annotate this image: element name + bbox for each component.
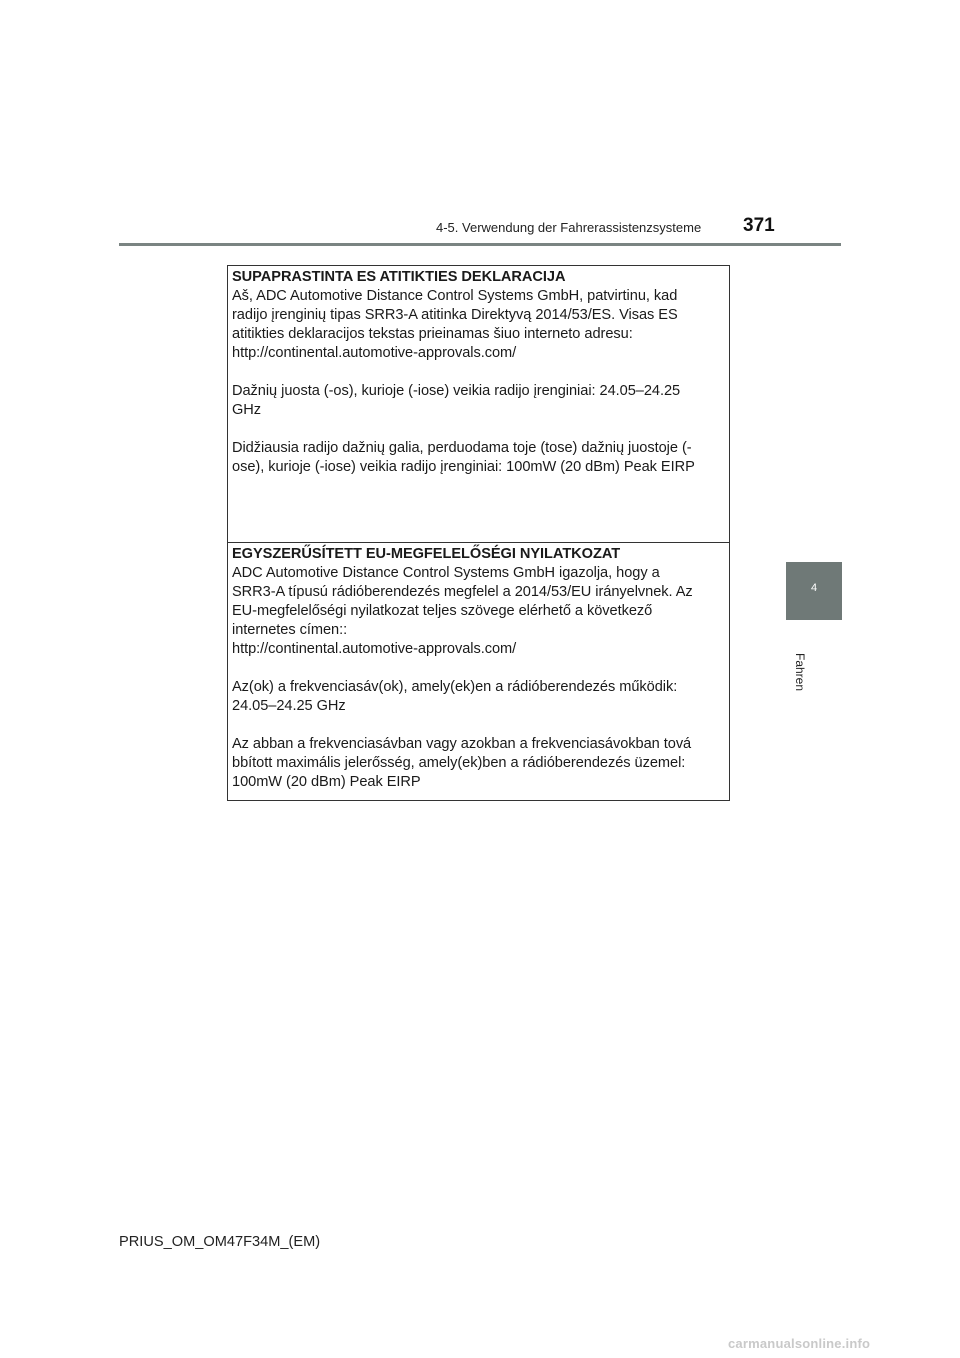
declaration-line: Az abban a frekvenciasávban vagy azokban a frekvenciasávokban tová — [232, 736, 692, 752]
declaration-line: http://continental.automotive-approvals.com/ — [232, 641, 517, 657]
declaration-line: ose), kurioje (-iose) veikia radijo įrenginiai: 100mW (20 dBm) Peak EIRP — [232, 459, 695, 475]
hungarian-declaration-body — [232, 564, 725, 792]
declaration-line: ADC Automotive Distance Control Systems GmbH igazolja, hogy a — [232, 565, 660, 581]
declaration-line: SRR3-A típusú rádióberendezés megfelel a 2014/53/EU irányelvnek. Az — [232, 584, 693, 600]
declaration-line: atitikties deklaracijos tekstas prieinamas šiuo interneto adresu: — [232, 326, 633, 342]
paragraph-gap — [232, 716, 725, 735]
declaration-line: Dažnių juosta (-os), kurioje (-iose) veikia radijo įrenginiai: 24.05–24.25 — [232, 383, 681, 399]
declaration-line: http://continental.automotive-approvals.com/ — [232, 345, 517, 361]
document-code: PRIUS_OM_OM47F34M_(EM) — [119, 1234, 321, 1250]
declaration-line: bbított maximális jelerősség, amely(ek)ben a rádióberendezés üzemel: — [232, 755, 686, 771]
declaration-line: Aš, ADC Automotive Distance Control Systems GmbH, patvirtinu, kad — [232, 288, 678, 304]
lithuanian-declaration-title: SUPAPRASTINTA ES ATITIKTIES DEKLARACIJA — [232, 269, 566, 285]
chapter-label: Fahren — [793, 652, 807, 692]
watermark: carmanualsonline.info — [728, 1336, 871, 1351]
page-number: 371 — [743, 215, 775, 236]
declaration-line: Az(ok) a frekvenciasáv(ok), amely(ek)en a rádióberendezés működik: — [232, 679, 678, 695]
chapter-tab — [786, 562, 842, 620]
declaration-line: internetes címen:: — [232, 622, 348, 638]
paragraph-gap — [232, 363, 725, 382]
hungarian-declaration-title: EGYSZERŰSÍTETT EU-MEGFELELŐSÉGI NYILATKOZAT — [232, 546, 621, 562]
declaration-line: radijo įrenginių tipas SRR3-A atitinka Direktyvą 2014/53/ES. Visas ES — [232, 307, 678, 323]
chapter-label-container — [791, 652, 809, 692]
paragraph-gap — [232, 659, 725, 678]
section-title: 4-5. Verwendung der Fahrerassistenzsysteme — [436, 220, 702, 235]
chapter-number: 4 — [810, 582, 818, 594]
hungarian-declaration-box — [227, 543, 730, 801]
paragraph-gap — [232, 420, 725, 439]
header-divider — [119, 243, 841, 246]
lithuanian-declaration-box — [227, 265, 730, 543]
lithuanian-declaration-body — [232, 287, 725, 477]
declaration-line: 24.05–24.25 GHz — [232, 698, 346, 714]
declaration-line: 100mW (20 dBm) Peak EIRP — [232, 774, 421, 790]
declaration-line: Didžiausia radijo dažnių galia, perduodama toje (tose) dažnių juostoje (- — [232, 440, 692, 456]
declaration-line: EU-megfelelőségi nyilatkozat teljes szövege elérhető a következő — [232, 603, 653, 619]
declaration-line: GHz — [232, 402, 262, 418]
